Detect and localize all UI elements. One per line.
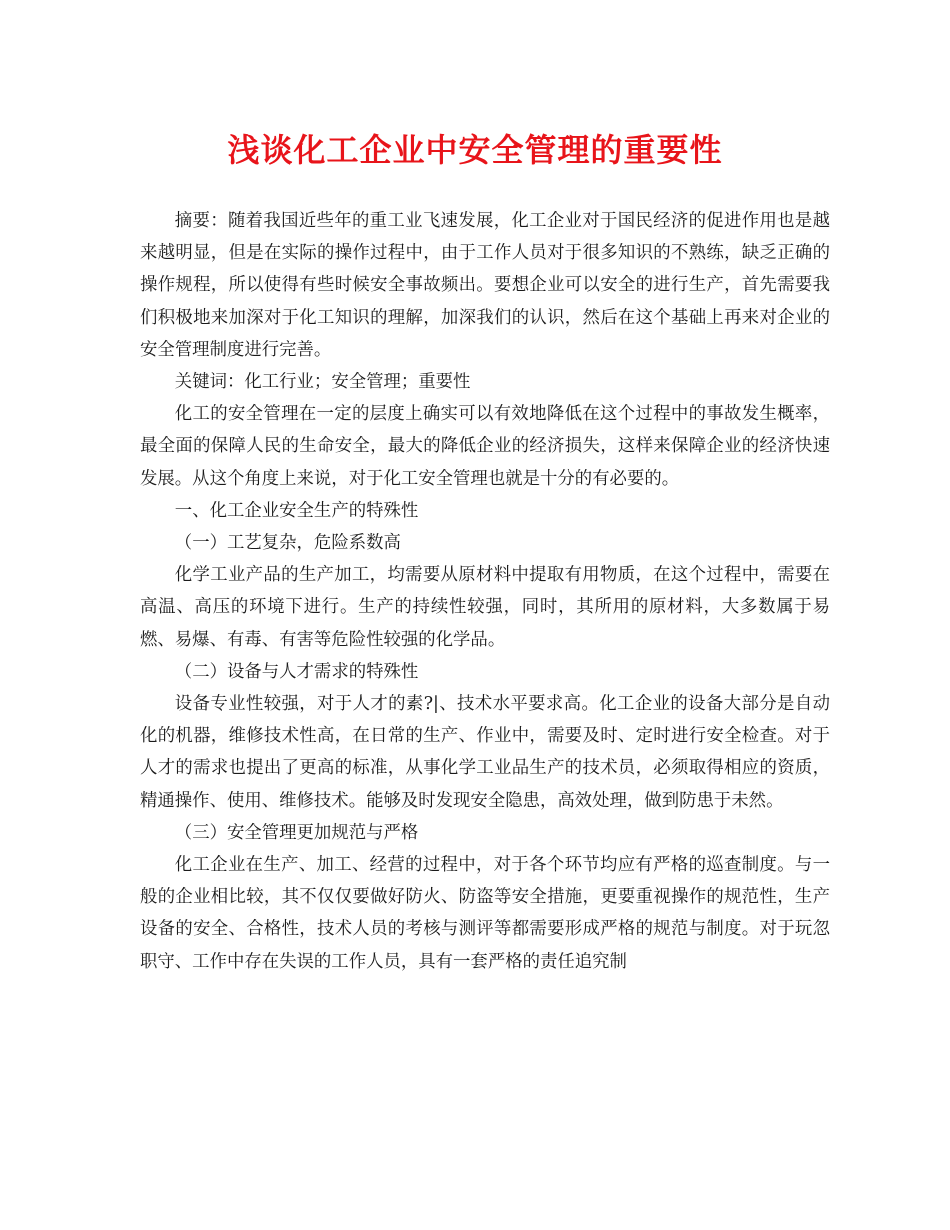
intro-paragraph: 化工的安全管理在一定的层度上确实可以有效地降低在这个过程中的事故发生概率，最全面的保障人民的生命安全，最大的降低企业的经济损失，这样来保障企业的经济快速发展。从这个角度上来说，对于化工安全管理也就是十分的有必要的。 [140,404,830,489]
keywords-paragraph: 关键词：化工行业；安全管理；重要性 [174,372,471,393]
subsection-heading-1: （一）工艺复杂，危险系数高 [174,533,401,554]
document-body [140,205,830,978]
abstract-paragraph: 摘要：随着我国近些年的重工业飞速发展，化工企业对于国民经济的促进作用也是越来越明显，但是在实际的操作过程中，由于工作人员对于很多知识的不熟练，缺乏正确的操作规程，所以使得有些时候安全事故频出。要想企业可以安全的进行生产，首先需要我们积极地来加深对于化工知识的理解，加深我们的认识，然后在这个基础上再来对企业的安全管理制度进行完善。 [140,211,830,360]
body-paragraph: 化工企业在生产、加工、经营的过程中，对于各个环节均应有严格的巡查制度。与一般的企业相比较，其不仅仅要做好防火、防盗等安全措施，更要重视操作的规范性，生产设备的安全、合格性，技术人员的考核与测评等都需要形成严格的规范与制度。对于玩忽职守、工作中存在失误的工作人员，具有一套严格的责任追究制 [140,855,830,972]
section-heading-1: 一、化工企业安全生产的特殊性 [174,500,419,521]
subsection-heading-3: （三）安全管理更加规范与严格 [174,822,419,843]
body-paragraph: 设备专业性较强，对于人才的素?|、技术水平要求高。化工企业的设备大部分是自动化的机器，维修技术性高，在日常的生产、作业中，需要及时、定时进行安全检查。对于人才的需求也提出了更高的标准，从事化学工业品生产的技术员，必须取得相应的资质，精通操作、使用、维修技术。能够及时发现安全隐患，高效处理，做到防患于未然。 [140,694,830,811]
body-paragraph: 化学工业产品的生产加工，均需要从原材料中提取有用物质，在这个过程中，需要在高温、高压的环境下进行。生产的持续性较强，同时，其所用的原材料，大多数属于易燃、易爆、有毒、有害等危险性较强的化学品。 [140,565,830,650]
subsection-heading-2: （二）设备与人才需求的特殊性 [174,661,419,682]
document-title: 浅谈化工企业中安全管理的重要性 [227,131,723,169]
